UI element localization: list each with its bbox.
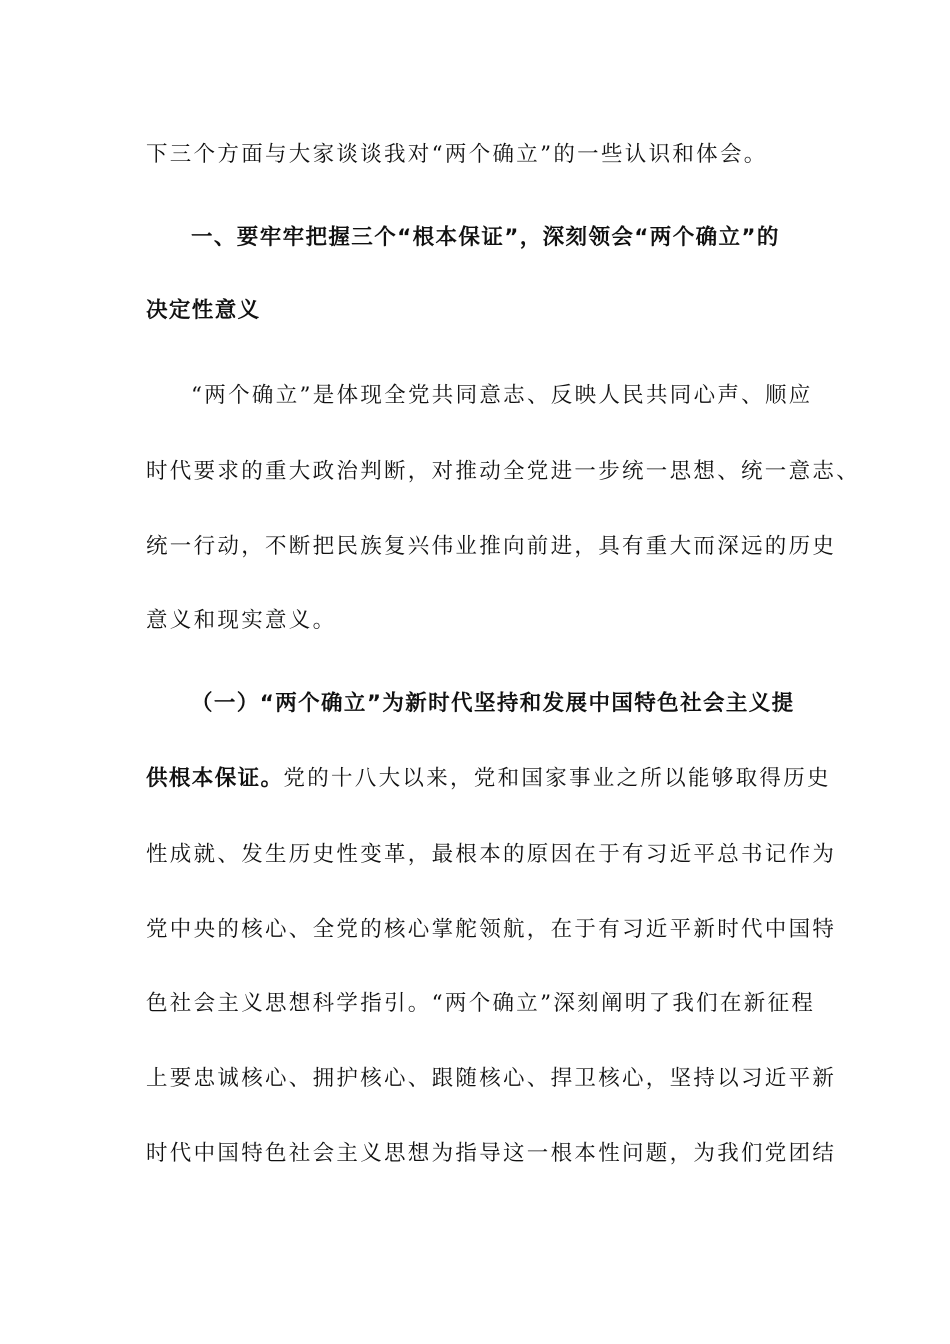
body-text-line: 下三个方面与大家谈谈我对“两个确立”的一些认识和体会。 <box>146 142 768 167</box>
body-text-line: 上要忠诚核心、拥护核心、跟随核心、捍卫核心，坚持以习近平新 <box>146 1066 837 1091</box>
subsection-heading-line: （一）“两个确立”为新时代坚持和发展中国特色社会主义提 <box>191 691 795 716</box>
body-text-line: 时代要求的重大政治判断，对推动全党进一步统一思想、统一意志、 <box>146 459 861 484</box>
body-text-segment: 党的十八大以来，党和国家事业之所以能够取得历史 <box>283 766 831 791</box>
body-text-line: 统一行动，不断把民族复兴伟业推向前进，具有重大而深远的历史 <box>146 534 837 559</box>
section-heading-line: 决定性意义 <box>146 298 261 323</box>
subsection-heading-end: 供根本保证。 <box>146 766 284 791</box>
body-text-line: 色社会主义思想科学指引。“两个确立”深刻阐明了我们在新征程 <box>146 991 816 1016</box>
body-text-line: 意义和现实意义。 <box>146 608 337 633</box>
body-text-line: 性成就、发生历史性变革，最根本的原因在于有习近平总书记作为 <box>146 842 837 867</box>
mixed-text-line <box>146 765 831 793</box>
body-text-line: 党中央的核心、全党的核心掌舵领航，在于有习近平新时代中国特 <box>146 917 837 942</box>
body-text-line: 时代中国特色社会主义思想为指导这一根本性问题，为我们党团结 <box>146 1141 837 1166</box>
section-heading-line: 一、要牢牢把握三个“根本保证”，深刻领会“两个确立”的 <box>191 225 780 250</box>
body-text-line: “两个确立”是体现全党共同意志、反映人民共同心声、顺应 <box>191 383 813 408</box>
